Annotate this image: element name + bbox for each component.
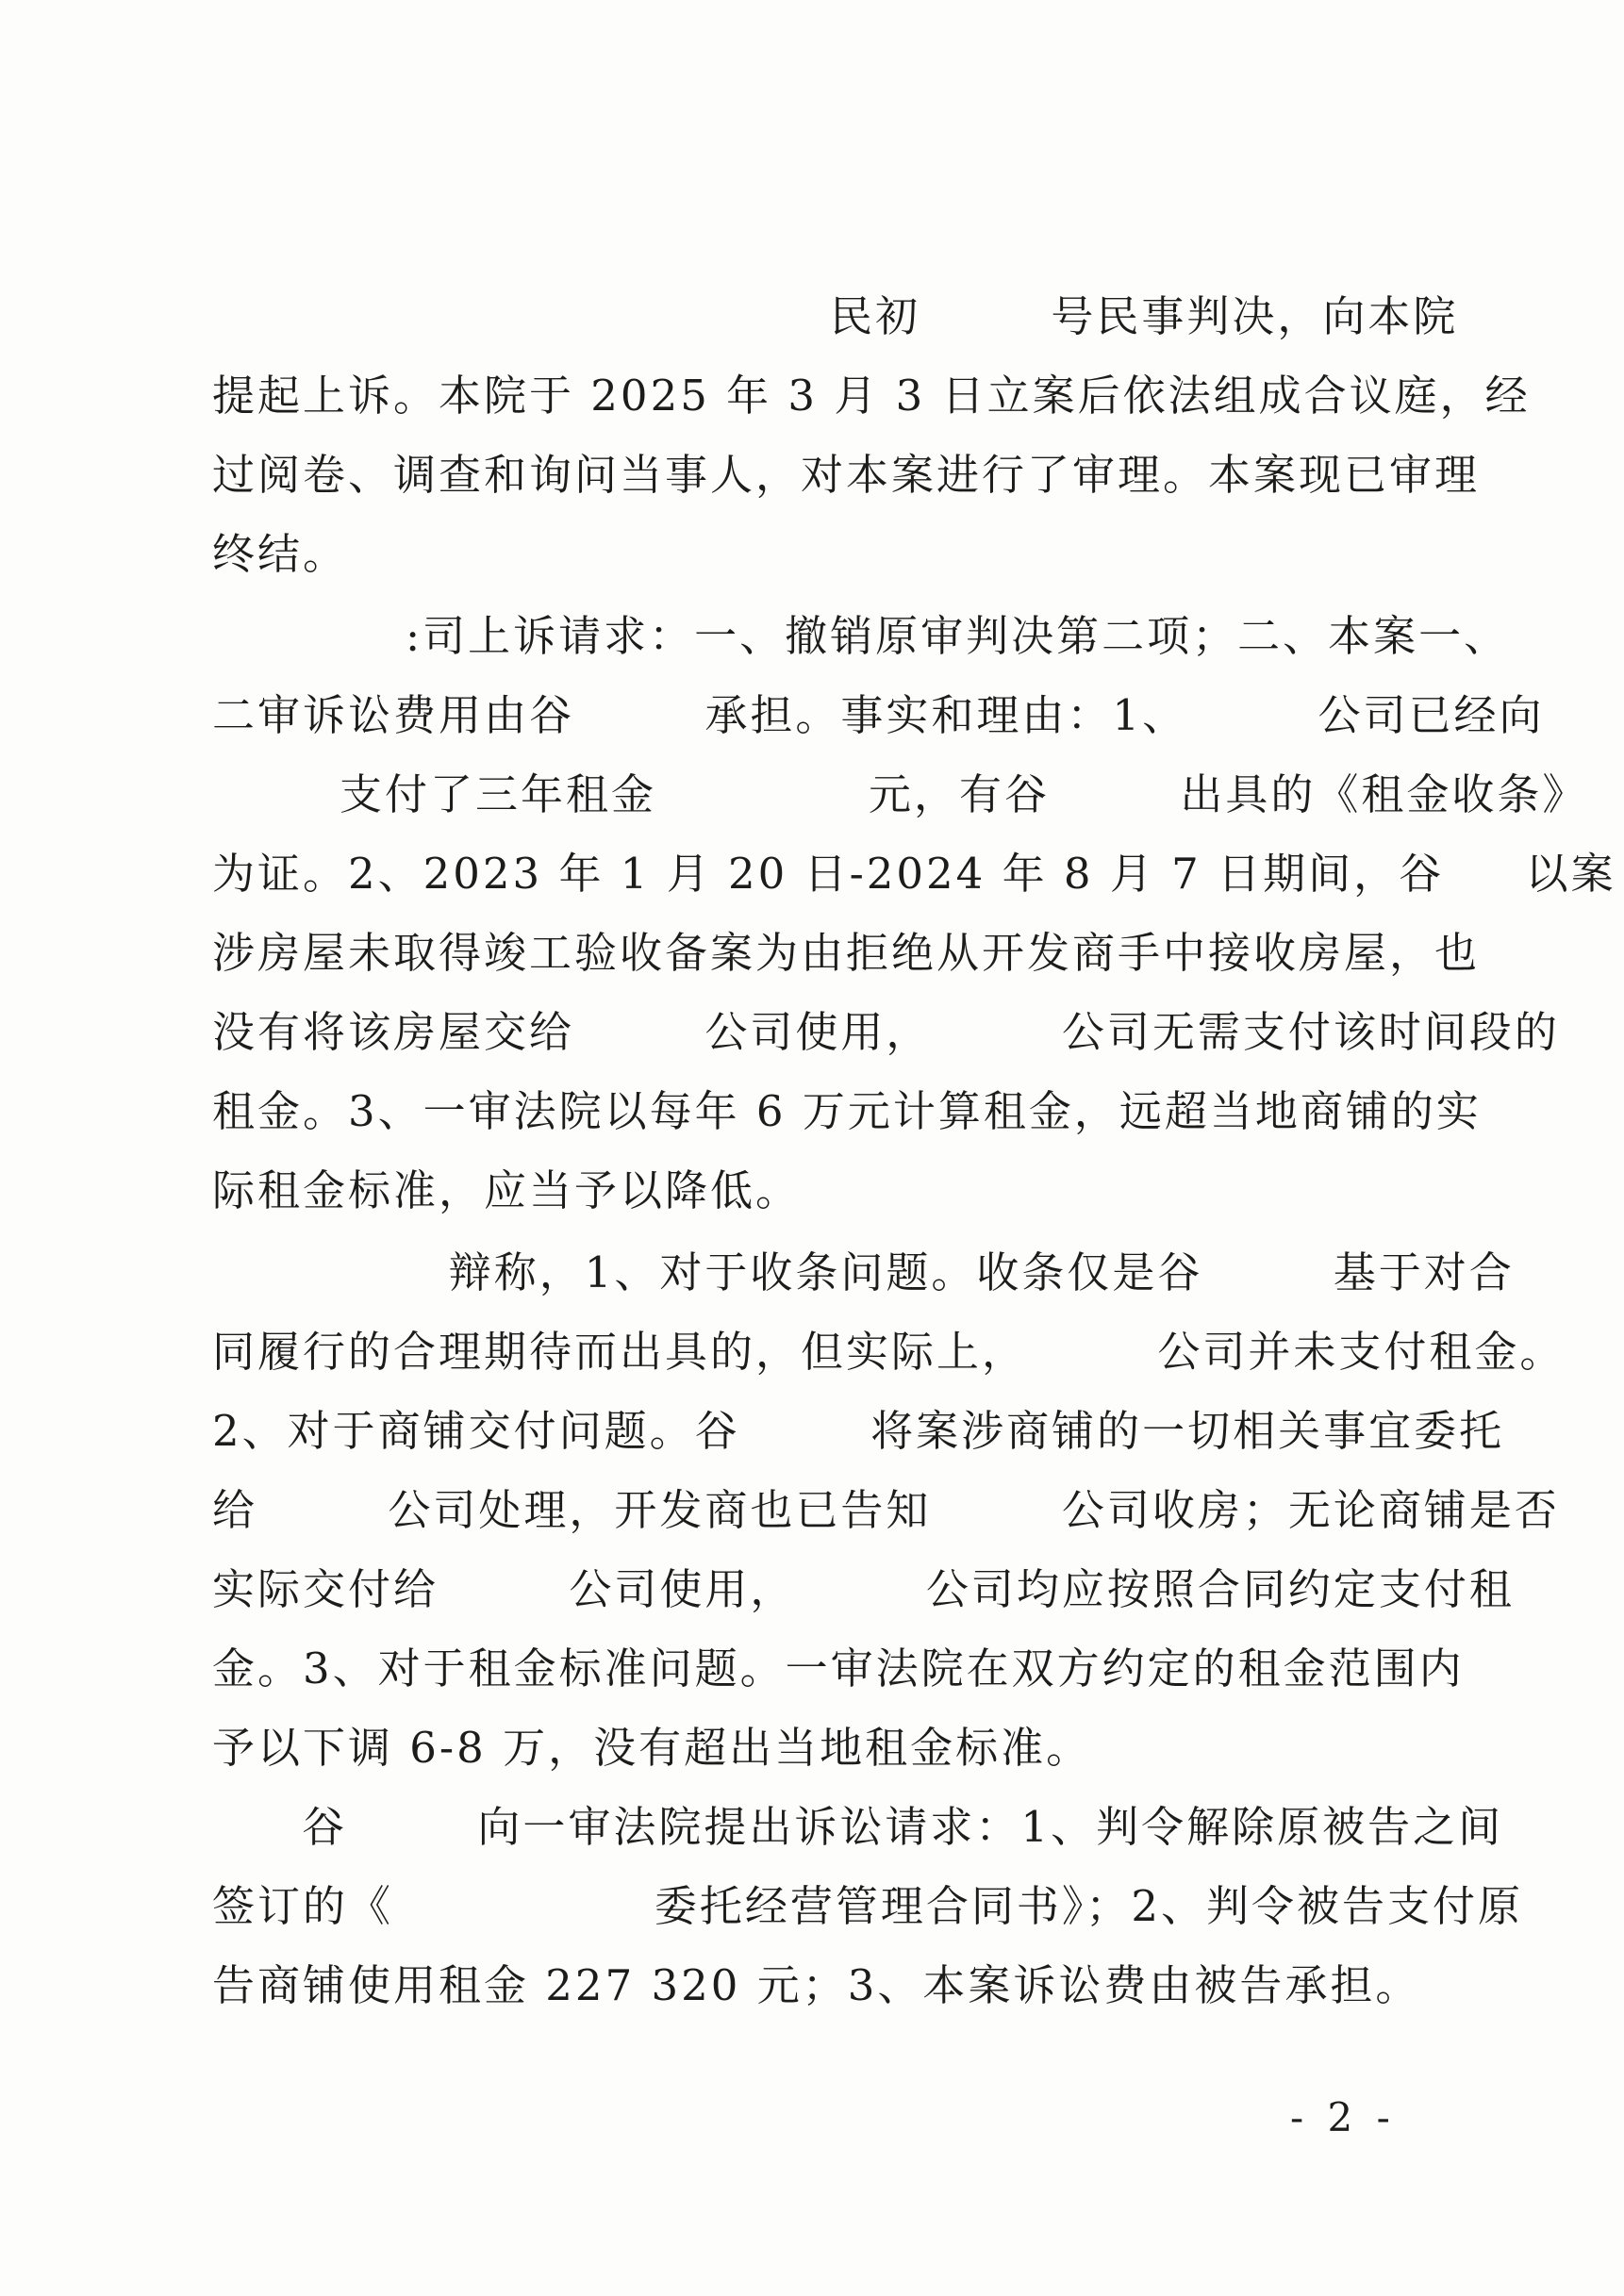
text-line: 辩称，1、对于收条问题。收条仅是谷 基于对合: [302, 1247, 1515, 1297]
text-line: 提起上诉。本院于 2025 年 3 月 3 日立案后依法组成合议庭，经: [212, 371, 1531, 421]
text-line: 金。3、对于租金标准问题。一审法院在双方约定的租金范围内: [212, 1644, 1465, 1693]
text-line: :司上诉请求：一、撤销原审判决第二项；二、本案一、: [406, 611, 1510, 661]
text-line: 租金。3、一审法院以每年 6 万元计算租金，远超当地商铺的实: [212, 1086, 1482, 1136]
text-line: 实际交付给 公司使用， 公司均应按照合同约定支付租: [212, 1564, 1515, 1614]
text-line: 际租金标准，应当予以降低。: [212, 1165, 802, 1215]
text-line: 予以下调 6-8 万，没有超出当地租金标准。: [212, 1723, 1092, 1773]
text-line: 涉房屋未取得竣工验收备案为由拒绝从开发商手中接收房屋，也: [212, 928, 1481, 978]
text-line: 2、对于商铺交付问题。谷 将案涉商铺的一切相关事宜委托: [212, 1406, 1505, 1456]
text-line: 支付了三年租金 元，有谷 出具的《租金收条》: [340, 769, 1588, 819]
text-line: 二审诉讼费用由谷 承担。事实和理由：1、 公司已经向: [212, 690, 1545, 740]
text-line: 过阅卷、调查和询问当事人，对本案进行了审理。本案现已审理: [212, 450, 1481, 500]
text-line: 谷 向一审法院提出诉讼请求：1、判令解除原被告之间: [302, 1802, 1504, 1852]
text-line: 签订的《 委托经营管理合同书》；2、判令被告支付原: [212, 1881, 1523, 1931]
page-number: - 2 -: [1290, 2094, 1396, 2140]
text-line: 同履行的合理期待而出具的，但实际上， 公司并未支付租金。: [212, 1327, 1566, 1377]
text-line: 没有将该房屋交给 公司使用， 公司无需支付该时间段的: [212, 1007, 1560, 1057]
text-line: 给 公司处理，开发商也已告知 公司收房；无论商铺是否: [212, 1485, 1560, 1535]
text-line: 告商铺使用租金 227 320 元；3、本案诉讼费由被告承担。: [212, 1960, 1421, 2010]
text-line: 终结。: [212, 529, 349, 579]
text-line: 民初 号民事判决，向本院: [830, 291, 1459, 341]
text-line: 为证。2、2023 年 1 月 20 日-2024 年 8 月 7 日期间，谷 以案: [212, 849, 1616, 899]
